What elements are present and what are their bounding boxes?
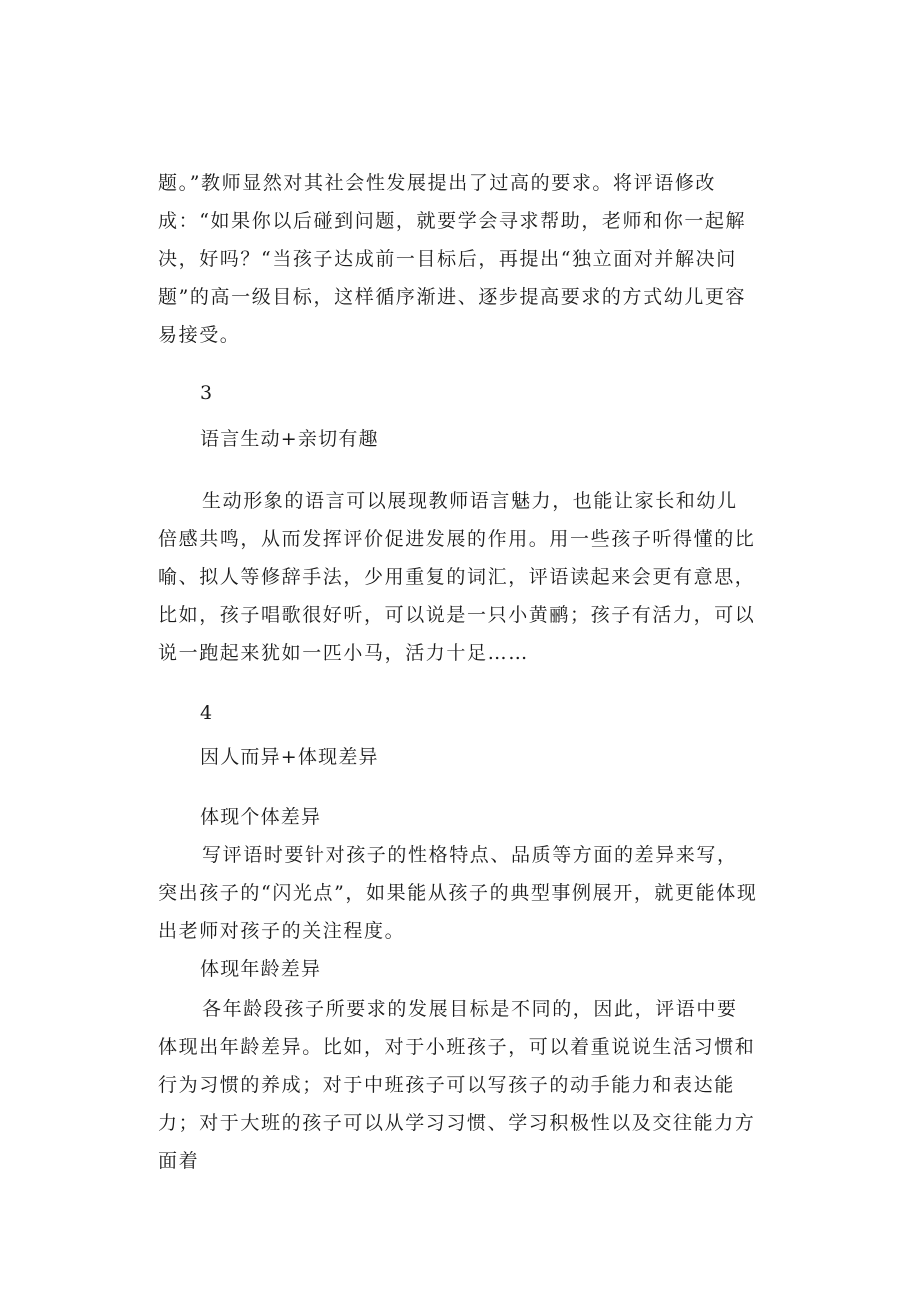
section-3-title: 语言生动+亲切有趣 (200, 428, 379, 450)
paragraph-continued: 题。”教师显然对其社会性发展提出了过高的要求。将评语修改成：“如果你以后碰到问题，就要学会寻求帮助，老师和你一起解决，好吗？“当孩子达成前一目标后，再提出“独立面对并解决问题”的高一级目标，这样循序渐进、逐步提高要求的方式幼儿更容易接受。 (158, 172, 747, 346)
section-4-title: 因人而异+体现差异 (200, 746, 379, 768)
subsection-individual-body: 写评语时要针对孩子的性格特点、品质等方面的差异来写，突出孩子的“闪光点”，如果能从孩子的典型事例展开，就更能体现出老师对孩子的关注程度。 (158, 844, 758, 942)
section-3-body: 生动形象的语言可以展现教师语言魅力，也能让家长和幼儿倍感共鸣，从而发挥评价促进发展的作用。用一些孩子听得懂的比喻、拟人等修辞手法，少用重复的词汇，评语读起来会更有意思，比如，孩子唱歌很好听，可以说是一只小黄鹂；孩子有活力，可以说一跑起来犹如一匹小马，活力十足…… (158, 490, 756, 664)
subsection-age-body: 各年龄段孩子所要求的发展目标是不同的，因此，评语中要体现出年龄差异。比如，对于小班孩子，可以着重说说生活习惯和行为习惯的养成；对于中班孩子可以写孩子的动手能力和表达能力；对于大班的孩子可以从学习习惯、学习积极性以及交往能力方面着 (158, 998, 756, 1172)
subsection-age-title: 体现年龄差异 (200, 958, 322, 980)
subsection-individual-title: 体现个体差异 (200, 806, 322, 828)
section-4-number: 4 (200, 702, 214, 724)
section-3-number: 3 (200, 382, 214, 404)
